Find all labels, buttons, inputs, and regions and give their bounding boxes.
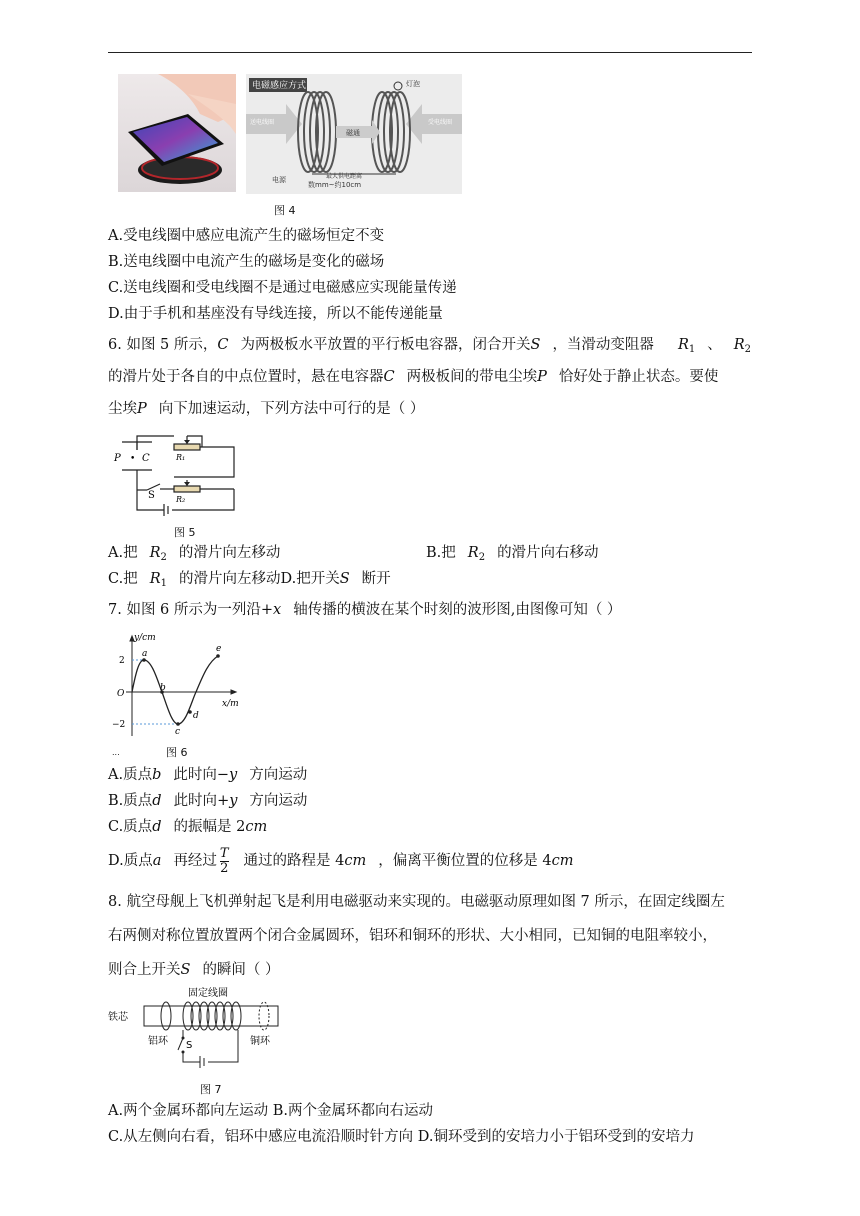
right-coil-label: 受电线圈 (428, 119, 453, 126)
distance-value: 数mm~约10cm (308, 181, 362, 189)
q8-option-c-d: C.从左侧向右看，铝环中感应电流沿顺时针方向 D.铜环受到的安培力小于铝环受到的安培力 (108, 1129, 695, 1145)
q5-option-d: D.由于手机和基座没有导线连接，所以不能传递能量 (108, 306, 443, 322)
q5-option-a: A.受电线圈中感应电流产生的磁场恒定不变 (108, 228, 385, 244)
label-R1: R₁ (176, 453, 186, 462)
point-c: c (175, 727, 181, 737)
copper-ring-label: 铜环 (250, 1036, 270, 1047)
q5-option-b: B.送电线圈中电流产生的磁场是变化的磁场 (108, 254, 385, 270)
q8-option-a-b: A.两个金属环都向左运动 B.两个金属环都向右运动 (108, 1103, 433, 1119)
q6-stem-line3: 尘埃P 向下加速运动，下列方法中可行的是（ ） (108, 401, 425, 417)
q7-option-c: C.质点d 的振幅是 2cm (108, 819, 268, 835)
y-axis-label: y/cm (134, 633, 156, 643)
x-axis-label: x/m (222, 699, 239, 709)
label-dot: • (130, 454, 136, 464)
q6-option-c-d: C.把 $R_1$ 的滑片向左移动D.把开关S 断开 (108, 571, 391, 589)
iron-core-label: 铁芯 (108, 1012, 128, 1023)
q6-stem-line1: 6. 如图 5 所示，C 为两极板水平放置的平行板电容器，闭合开关S ，当滑动变阻器 $R_1$ 、 $R_2$ (108, 337, 752, 355)
figure-6-dots: ... (112, 748, 120, 757)
capacitor-circuit-diagram (112, 432, 238, 518)
lamp-label: 灯泡 (406, 80, 420, 88)
wave-graph (112, 632, 240, 740)
point-a: a (142, 649, 148, 659)
diagram-title: 电磁感应方式 (252, 81, 307, 91)
power-label: 电源 (272, 176, 286, 184)
electromagnetic-drive-diagram (108, 986, 288, 1070)
figure-5-caption: 图 5 (174, 526, 196, 539)
flux-label: 磁通 (346, 129, 360, 137)
label-C: C (142, 453, 150, 464)
figure-6-caption: 图 6 (166, 746, 188, 759)
q7-option-a: A.质点b 此时向−y 方向运动 (108, 767, 308, 783)
header-rule (108, 52, 752, 53)
point-e: e (216, 644, 222, 654)
fixed-coil-label: 固定线圈 (188, 988, 228, 999)
q8-stem-line2: 右两侧对称位置放置两个闭合金属圆环，铝环和铜环的形状、大小相同，已知铜的电阻率较小， (108, 928, 717, 944)
q8-stem-line3: 则合上开关S 的瞬间（ ） (108, 962, 280, 978)
q8-stem-line1: 8. 航空母舰上飞机弹射起飞是利用电磁驱动来实现的。电磁驱动原理如图 7 所示，在固定线圈左 (108, 894, 725, 910)
figure-7-caption: 图 7 (200, 1083, 222, 1096)
aluminum-ring-label: 铝环 (148, 1036, 168, 1047)
q6-option-a: A.把 $R_2$ 的滑片向左移动 (108, 545, 281, 563)
left-coil-label: 送电线圈 (250, 119, 275, 126)
fraction-T-over-2: $\frac{T}{2}$ (219, 845, 229, 876)
label-P: P (114, 453, 121, 464)
tick-negative: −2 (112, 720, 126, 730)
q7-stem: 7. 如图 6 所示为一列沿+x 轴传播的横波在某个时刻的波形图,由图像可知（ ） (108, 602, 622, 618)
label-S: S (148, 490, 155, 501)
q7-option-d: D.质点a 再经过 $\frac{T}{2}$ 通过的路程是 4cm ，偏离平衡位置的位移是 4cm (108, 845, 574, 876)
q6-stem-line2: 的滑片处于各自的中点位置时，悬在电容器C 两极板间的带电尘埃P 恰好处于静止状态。要使 (108, 369, 719, 385)
switch-label: S (186, 1040, 193, 1051)
point-b: b (160, 683, 166, 693)
label-R2: R₂ (176, 495, 186, 504)
q6-option-b: B.把 $R_2$ 的滑片向右移动 (426, 545, 599, 563)
q7-option-b: B.质点d 此时向+y 方向运动 (108, 793, 308, 809)
q5-option-c: C.送电线圈和受电线圈不是通过电磁感应实现能量传递 (108, 280, 457, 296)
origin-label: O (117, 689, 125, 699)
figure-4-caption: 图 4 (274, 204, 296, 217)
point-d: d (193, 711, 199, 721)
wireless-charger-photo (118, 74, 236, 192)
tick-positive: 2 (119, 656, 125, 666)
induction-coil-diagram (246, 74, 462, 194)
distance-label: 最大供电距离 (326, 173, 363, 180)
